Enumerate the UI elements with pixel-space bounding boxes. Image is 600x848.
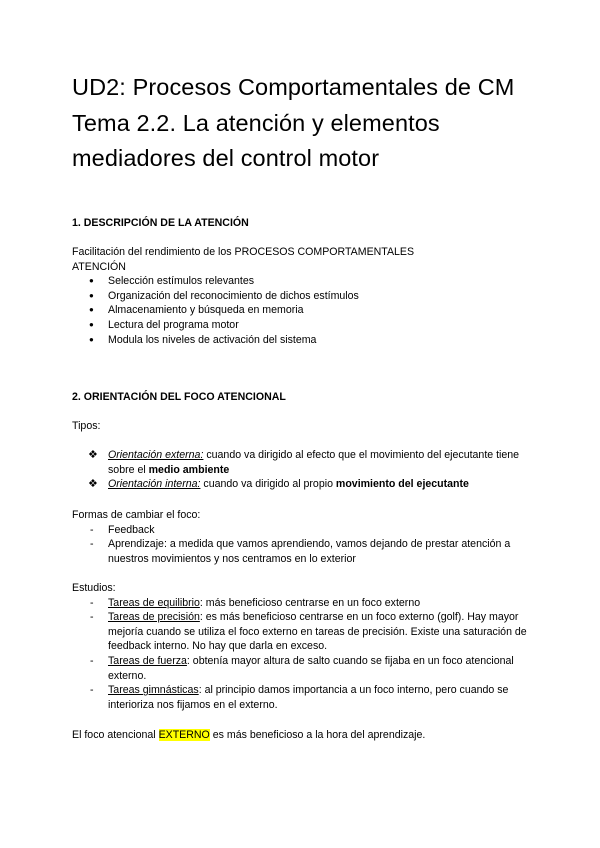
list-item <box>72 683 528 712</box>
paragraph: Formas de cambiar el foco: <box>72 509 201 521</box>
term: Tareas de precisión <box>108 611 200 624</box>
list-item <box>72 654 528 683</box>
tipos-label: Tipos: <box>72 420 101 432</box>
paragraph: Estudios: <box>72 582 116 594</box>
list-item: ● Lectura del programa motor <box>72 318 414 333</box>
paragraph: Facilitación del rendimiento de los PROCESOS COMPORTAMENTALES <box>72 246 415 258</box>
list-item: ● Modula los niveles de activación del sistema <box>72 333 414 348</box>
list-item <box>72 448 528 477</box>
document-title <box>72 70 572 177</box>
diamond-bullet-icon: ❖ <box>88 478 98 491</box>
dash-list <box>72 523 528 567</box>
section-2-heading: 2. ORIENTACIÓN DEL FOCO ATENCIONAL <box>72 391 286 403</box>
title-line: Tema 2.2. La atención y elementos <box>72 109 440 136</box>
term: Tareas de fuerza <box>108 654 187 667</box>
list-item: ● Selección estímulos relevantes <box>72 274 414 289</box>
paragraph: ATENCIÓN <box>72 260 126 273</box>
term: Tareas de equilibrio <box>108 596 200 609</box>
list-item: ● Almacenamiento y búsqueda en memoria <box>72 303 414 318</box>
item-text: : más beneficioso centrarse en un foco externo <box>199 596 421 609</box>
section-1-heading: 1. DESCRIPCIÓN DE LA ATENCIÓN <box>72 217 249 229</box>
title-line: mediadores del control motor <box>72 145 380 171</box>
conclusion-paragraph <box>72 728 425 743</box>
section-1-body <box>72 245 414 347</box>
bold-term: movimiento del ejecutante <box>335 478 469 491</box>
list-item <box>72 610 528 654</box>
tipos-list <box>72 448 528 492</box>
list-item: - Aprendizaje: a medida que vamos aprendiendo, vamos dejando de prestar atención a nuestros movimientos y nos centramos en lo exterior <box>72 537 528 566</box>
list-item <box>72 596 528 611</box>
term: Orientación interna: <box>108 478 201 491</box>
diamond-bullet-icon: ❖ <box>88 449 98 461</box>
formas-block <box>72 508 528 566</box>
bold-term: medio ambiente <box>148 463 230 476</box>
term: Tareas gimnásticas <box>108 684 199 697</box>
item-text: cuando va dirigido al efecto que el movimiento del ejecutante tiene sobre el <box>108 449 520 476</box>
conclusion-text: es más beneficioso a la hora del aprendizaje. <box>209 729 426 741</box>
item-text: : al principio damos importancia a un foco interno, pero cuando se interioriza nos fijamos en el externo. <box>108 684 509 711</box>
list-item: - Feedback <box>72 523 528 538</box>
bullet-list <box>72 274 414 347</box>
item-text: cuando va dirigido al propio <box>200 478 336 491</box>
list-item: ● Organización del reconocimiento de dichos estímulos <box>72 289 414 304</box>
item-text: : es más beneficioso centrarse en un foco externo (golf). Hay mayor mejoría cuando se utiliza el foco externo en tareas de precisión. Existe una saturación de feedback interno. No hay que darla en exceso. <box>108 611 527 653</box>
list-item <box>72 477 528 492</box>
term: Orientación externa: <box>108 449 204 461</box>
estudios-block <box>72 581 528 712</box>
conclusion-text: El foco atencional <box>72 729 159 741</box>
dash-list <box>72 596 528 713</box>
item-text: : obtenía mayor altura de salto cuando se fijaba en un foco atencional externo. <box>108 654 514 682</box>
title-line: UD2: Procesos Comportamentales de CM <box>72 74 515 100</box>
highlighted-term: EXTERNO <box>158 729 210 741</box>
